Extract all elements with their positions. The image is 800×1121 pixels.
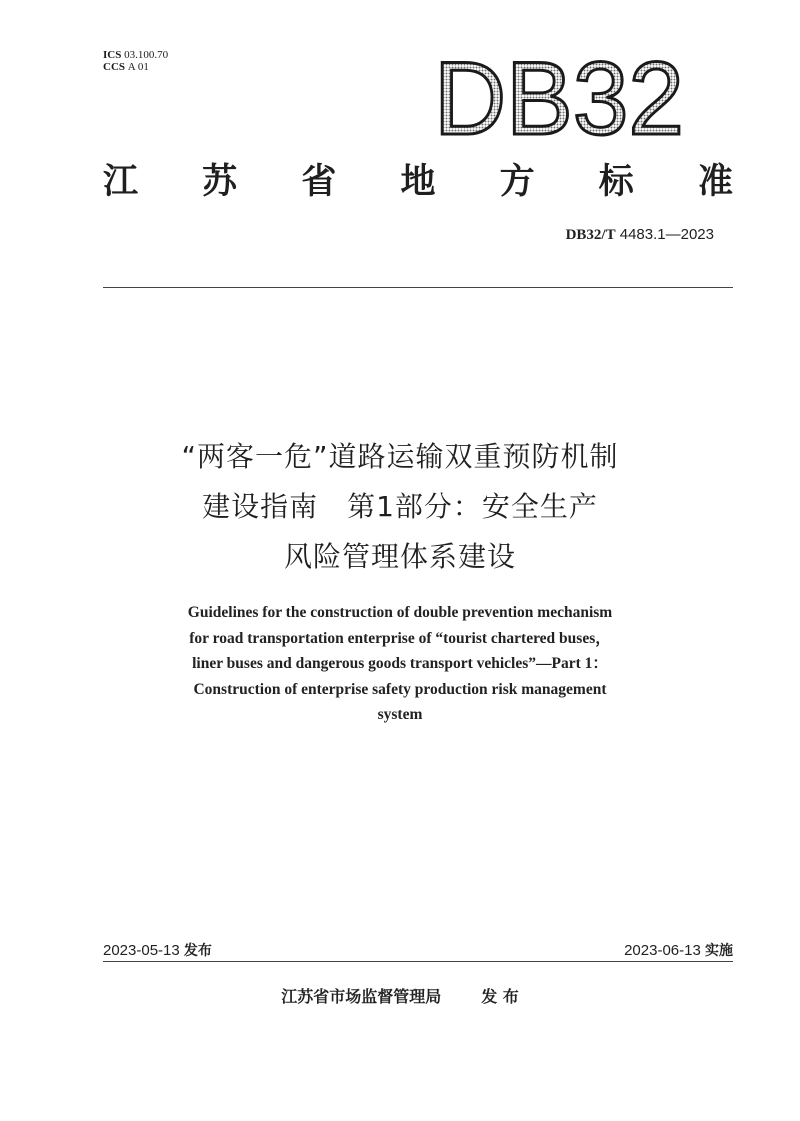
ccs-value: A 01 — [127, 61, 149, 73]
chinese-title-line-2: 建设指南 第1部分：安全生产 — [202, 490, 598, 523]
english-title-line-4: Construction of enterprise safety production risk management — [193, 680, 607, 698]
standard-type-char: 方 — [499, 162, 535, 202]
standard-number — [566, 226, 714, 244]
standard-type-char: 苏 — [202, 162, 238, 202]
standard-type-title — [103, 158, 733, 206]
ics-value: 03.100.70 — [124, 49, 169, 61]
english-title-line-3: liner buses and dangerous goods transport vehicles”—Part 1： — [192, 655, 608, 672]
issuer-line — [0, 984, 800, 1007]
classification-codes — [103, 49, 168, 73]
chinese-title-line-3: 风险管理体系建设 — [283, 540, 516, 573]
ccs-code — [103, 61, 168, 73]
ics-label: ICS — [103, 49, 122, 61]
standard-type-char: 江 — [103, 162, 139, 202]
db32-logo — [430, 48, 690, 148]
logo-text: DB32 — [434, 48, 684, 148]
standard-number-prefix: DB32/T — [565, 227, 616, 243]
standard-number-value: 4483.1—2023 — [615, 226, 714, 243]
issuer-action: 发 布 — [481, 987, 519, 1006]
ccs-label: CCS — [103, 61, 126, 73]
header-divider — [103, 287, 733, 288]
english-title-line-2: for road transportation enterprise of “tourist chartered buses， — [189, 629, 611, 647]
publish-date — [103, 940, 212, 960]
publish-date-label: 发布 — [183, 943, 212, 959]
english-title — [100, 600, 700, 728]
effective-date — [624, 940, 733, 960]
ics-code — [103, 49, 168, 61]
standard-type-char: 地 — [400, 162, 436, 202]
chinese-title — [0, 432, 800, 582]
chinese-title-line-1: “两客一危”道路运输双重预防机制 — [181, 440, 619, 473]
effective-date-label: 实施 — [705, 943, 733, 959]
standard-type-char: 标 — [598, 162, 634, 202]
publish-date-value: 2023-05-13 — [103, 942, 180, 959]
effective-date-value: 2023-06-13 — [624, 942, 701, 959]
standard-type-char: 省 — [301, 162, 337, 202]
english-title-line-1: Guidelines for the construction of double prevention mechanism — [187, 604, 613, 621]
issuer-name: 江苏省市场监督管理局 — [281, 987, 442, 1006]
footer-divider — [103, 961, 733, 962]
english-title-line-5: system — [377, 706, 423, 723]
standard-type-char: 准 — [697, 162, 733, 202]
